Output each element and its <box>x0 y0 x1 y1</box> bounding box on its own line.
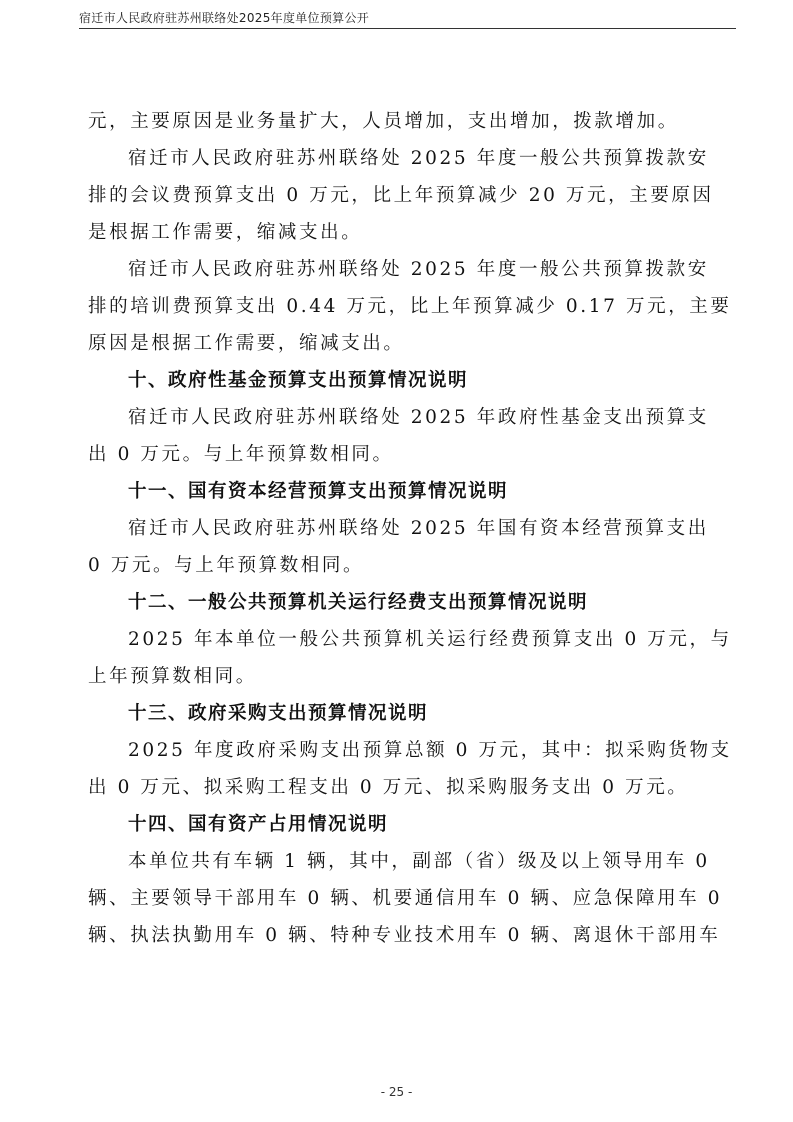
paragraph-line: 原因是根据工作需要，缩减支出。 <box>88 333 405 354</box>
paragraph-line: 宿迁市人民政府驻苏州联络处 2025 年度一般公共预算拨款安 <box>128 148 709 169</box>
paragraph-line: 是根据工作需要，缩减支出。 <box>88 222 363 243</box>
paragraph-line: 出 0 万元。与上年预算数相同。 <box>88 444 394 465</box>
section-heading-11: 十一、国有资本经营预算支出预算情况说明 <box>128 481 509 502</box>
paragraph-line: 0 万元。与上年预算数相同。 <box>88 555 365 576</box>
paragraph-line: 排的培训费预算支出 0.44 万元，比上年预算减少 0.17 万元，主要 <box>88 296 732 317</box>
section-heading-12: 十二、一般公共预算机关运行经费支出预算情况说明 <box>128 592 589 613</box>
paragraph-line: 排的会议费预算支出 0 万元，比上年预算减少 20 万元，主要原因 <box>88 185 714 206</box>
page-number: - 25 - <box>380 1085 413 1099</box>
paragraph-line: 出 0 万元、拟采购工程支出 0 万元、拟采购服务支出 0 万元。 <box>88 777 689 798</box>
section-heading-13: 十三、政府采购支出预算情况说明 <box>128 703 429 724</box>
paragraph-line: 辆、主要领导干部用车 0 辆、机要通信用车 0 辆、应急保障用车 0 <box>88 888 723 909</box>
paragraph-line: 辆、执法执勤用车 0 辆、特种专业技术用车 0 辆、离退休干部用车 <box>88 925 721 946</box>
paragraph-line: 宿迁市人民政府驻苏州联络处 2025 年度一般公共预算拨款安 <box>128 259 709 280</box>
paragraph-line: 2025 年本单位一般公共预算机关运行经费预算支出 0 万元，与 <box>128 629 732 650</box>
section-heading-10: 十、政府性基金预算支出预算情况说明 <box>128 370 469 391</box>
page-header-title: 宿迁市人民政府驻苏州联络处2025年度单位预算公开 <box>79 11 370 25</box>
header-divider <box>79 28 736 29</box>
paragraph-line: 宿迁市人民政府驻苏州联络处 2025 年国有资本经营预算支出 <box>128 518 709 539</box>
section-heading-14: 十四、国有资产占用情况说明 <box>128 814 389 835</box>
paragraph-line: 2025 年度政府采购支出预算总额 0 万元，其中：拟采购货物支 <box>128 740 732 761</box>
paragraph-line: 元，主要原因是业务量扩大，人员增加，支出增加，拨款增加。 <box>88 111 679 132</box>
document-body <box>88 103 732 954</box>
paragraph-line: 宿迁市人民政府驻苏州联络处 2025 年政府性基金支出预算支 <box>128 407 709 428</box>
paragraph-line: 本单位共有车辆 1 辆，其中，副部（省）级及以上领导用车 0 <box>128 851 710 872</box>
paragraph-line: 上年预算数相同。 <box>88 666 257 687</box>
